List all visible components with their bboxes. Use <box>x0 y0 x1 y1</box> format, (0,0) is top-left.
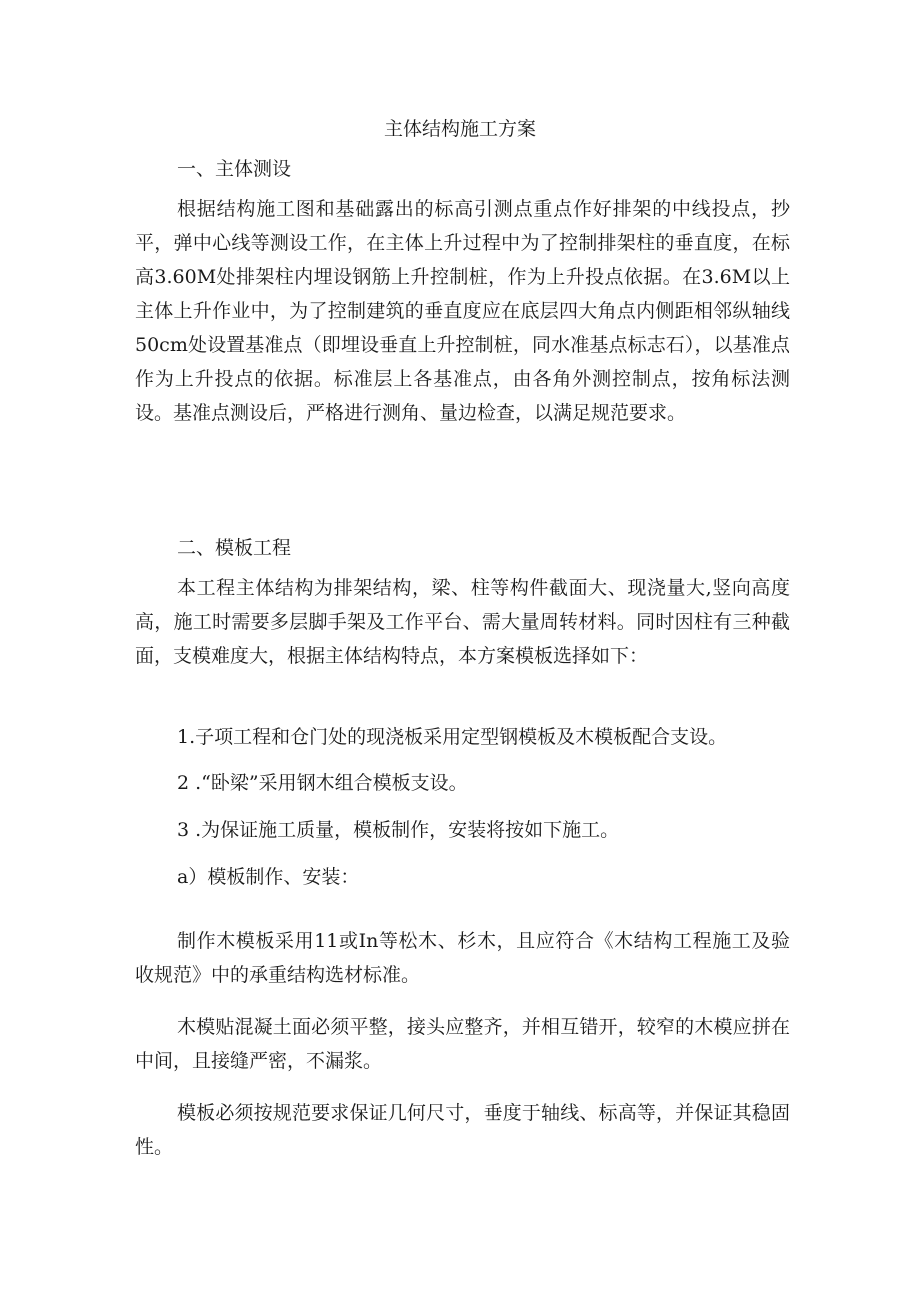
paragraph-wood-material: 制作木模板采用11或In等松木、杉木，且应符合《木结构工程施工及验收规范》中的承重结构选材标准。 <box>135 930 790 986</box>
section-1-heading: 一、主体测设 <box>177 158 292 180</box>
sub-heading-a: a）模板制作、安装： <box>177 866 360 888</box>
list-item-3: 3 .为保证施工质量，模板制作，安装将按如下施工。 <box>177 819 620 841</box>
list-item-1: 1.子项工程和仓门处的现浇板采用定型钢模板及木模板配合支设。 <box>177 726 728 748</box>
list-item-2: 2 .“卧梁”采用钢木组合模板支设。 <box>177 772 468 794</box>
paragraph-surface-flatness: 木模贴混凝土面必须平整，接头应整齐，并相互错开，较窄的木模应拼在中间，且接缝严密，不漏浆。 <box>135 1016 790 1072</box>
section-1-paragraph: 根据结构施工图和基础露出的标高引测点重点作好排架的中线投点，抄平，弹中心线等测设工作，在主体上升过程中为了控制排架柱的垂直度，在标高3.60M处排架柱内埋设钢筋上升控制桩，作为上升投点依据。在3.6M以上主体上升作业中，为了控制建筑的垂直度应在底层四大角点内侧距相邻纵轴线50cm处设置基准点（即埋设垂直上升控制桩，同水准基点标志石），以基准点作为上升投点的依据。标准层上各基准点，由各角外测控制点，按角标法测设。基准点测设后，严格进行测角、量边检查，以满足规范要求。 <box>135 198 790 424</box>
document-title: 主体结构施工方案 <box>383 118 536 140</box>
section-2-heading: 二、模板工程 <box>177 537 292 559</box>
section-2-paragraph: 本工程主体结构为排架结构，梁、柱等构件截面大、现浇量大,竖向高度高，施工时需要多层脚手架及工作平台、需大量周转材料。同时因柱有三种截面，支模难度大，根据主体结构特点，本方案模板选择如下： <box>135 577 790 667</box>
paragraph-geometry: 模板必须按规范要求保证几何尺寸，垂度于轴线、标高等，并保证其稳固性。 <box>135 1102 790 1158</box>
